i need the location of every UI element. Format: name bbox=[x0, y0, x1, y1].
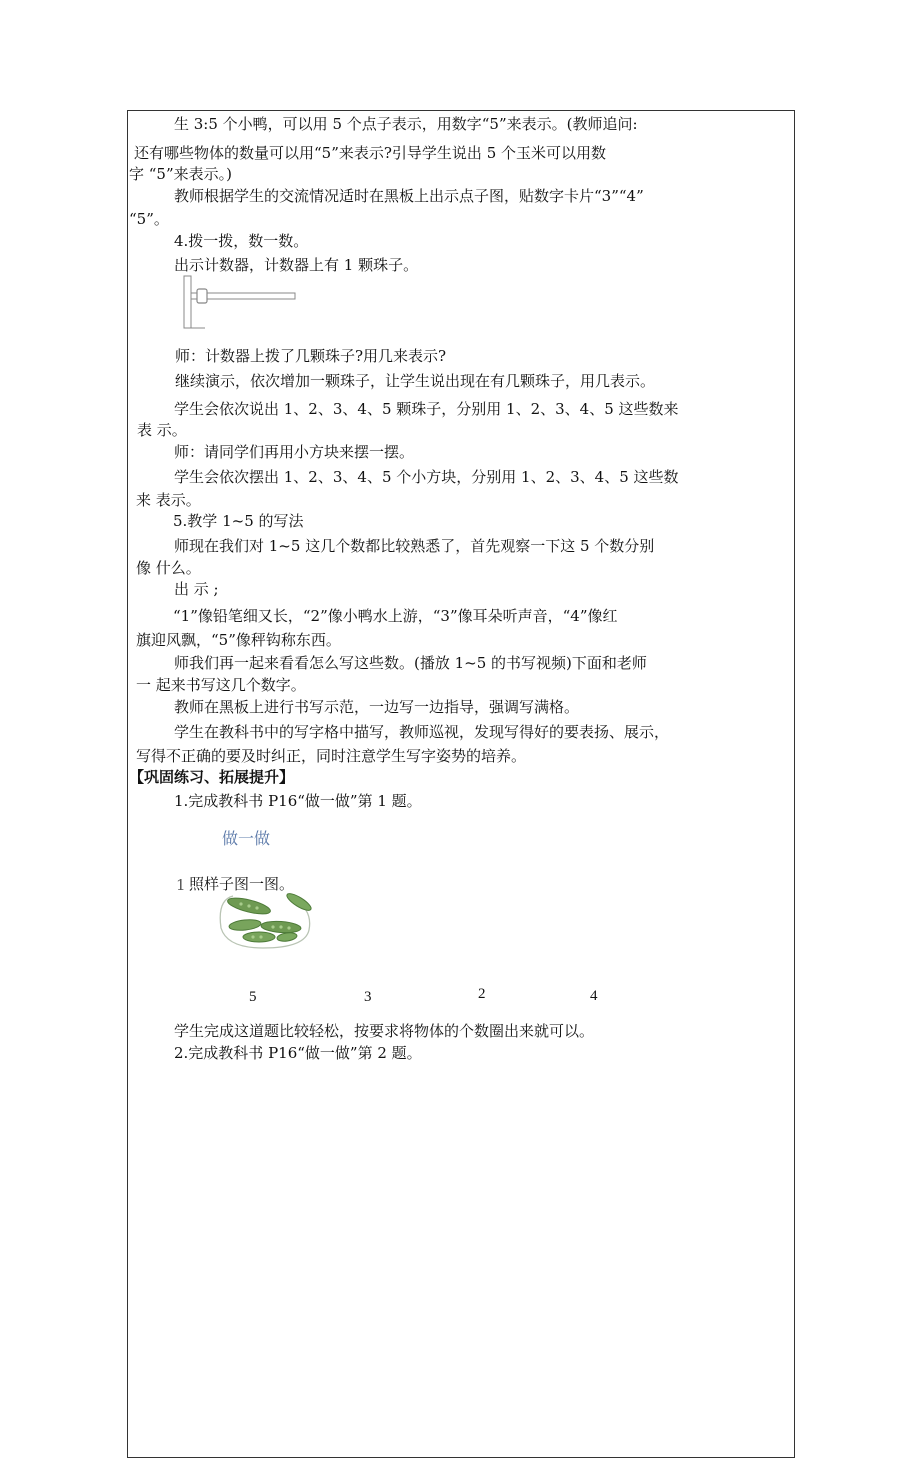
text-line: “1”像铅笔细又长，“2”像小鸭水上游，“3”像耳朵听声音，“4”像红 bbox=[173, 607, 618, 625]
task-number: 1 bbox=[176, 876, 186, 894]
task-instruction: 照样子图一图。 bbox=[189, 875, 295, 893]
text-line: 师：计数器上拨了几颗珠子?用几来表示? bbox=[175, 347, 447, 365]
text-line: 像 什么。 bbox=[136, 559, 201, 577]
text-line: 出 示 ; bbox=[174, 580, 219, 598]
text-line: 学生会依次摆出 1、2、3、4、5 个小方块，分别用 1、2、3、4、5 这些数 bbox=[174, 468, 679, 486]
text-line: 出示计数器，计数器上有 1 颗珠子。 bbox=[174, 256, 419, 274]
text-line: 1.完成教科书 P16“做一做”第 1 题。 bbox=[174, 792, 422, 810]
text-line: 师现在我们对 1~5 这几个数都比较熟悉了，首先观察一下这 5 个数分别 bbox=[174, 537, 655, 555]
text-line: 2.完成教科书 P16“做一做”第 2 题。 bbox=[174, 1044, 422, 1062]
text-line: 学生完成这道题比较轻松，按要求将物体的个数圈出来就可以。 bbox=[174, 1022, 595, 1040]
text-line: 师：请同学们再用小方块来摆一摆。 bbox=[174, 443, 415, 461]
count-label: 3 bbox=[364, 989, 372, 1005]
text-line: 表 示。 bbox=[137, 421, 187, 439]
text-line: 教师根据学生的交流情况适时在黑板上出示点子图，贴数字卡片“3”“4” bbox=[174, 187, 644, 205]
count-label: 4 bbox=[590, 988, 598, 1004]
text-line: 旗迎风飘，“5”像秤钩称东西。 bbox=[136, 631, 341, 649]
count-label: 5 bbox=[249, 989, 257, 1005]
exercise-title: 做一做 bbox=[222, 829, 271, 848]
text-line: 字 “5”来表示。) bbox=[129, 165, 233, 183]
text-line: 继续演示，依次增加一颗珠子，让学生说出现在有几颗珠子，用几表示。 bbox=[175, 372, 656, 390]
text-line: 写得不正确的要及时纠正，同时注意学生写字姿势的培养。 bbox=[136, 747, 527, 765]
text-line: 一 起来书写这几个数字。 bbox=[136, 676, 306, 694]
text-line: 教师在黑板上进行书写示范，一边写一边指导，强调写满格。 bbox=[174, 698, 580, 716]
abacus-icon bbox=[183, 275, 299, 333]
text-line: “5”。 bbox=[129, 210, 169, 228]
text-line: 还有哪些物体的数量可以用“5”来表示?引导学生说出 5 个玉米可以用数 bbox=[134, 144, 607, 162]
text-line: 来 表示。 bbox=[136, 491, 201, 509]
text-line: 生 3:5 个小鸭，可以用 5 个点子表示，用数字“5”来表示。(教师追问: bbox=[174, 115, 638, 133]
pea-pods-icon bbox=[213, 890, 315, 952]
text-line: 师我们再一起来看看怎么写这些数。(播放 1~5 的书写视频)下面和老师 bbox=[174, 654, 647, 672]
section-heading: 【巩固练习、拓展提升】 bbox=[129, 768, 295, 786]
count-label: 2 bbox=[478, 986, 486, 1002]
text-line: 学生会依次说出 1、2、3、4、5 颗珠子，分别用 1、2、3、4、5 这些数来 bbox=[174, 400, 679, 418]
text-line: 学生在教科书中的写字格中描写，教师巡视，发现写得好的要表扬、展示， bbox=[174, 723, 670, 741]
text-line: 4.拨一拨，数一数。 bbox=[174, 232, 309, 250]
text-line: 5.教学 1~5 的写法 bbox=[173, 512, 304, 530]
